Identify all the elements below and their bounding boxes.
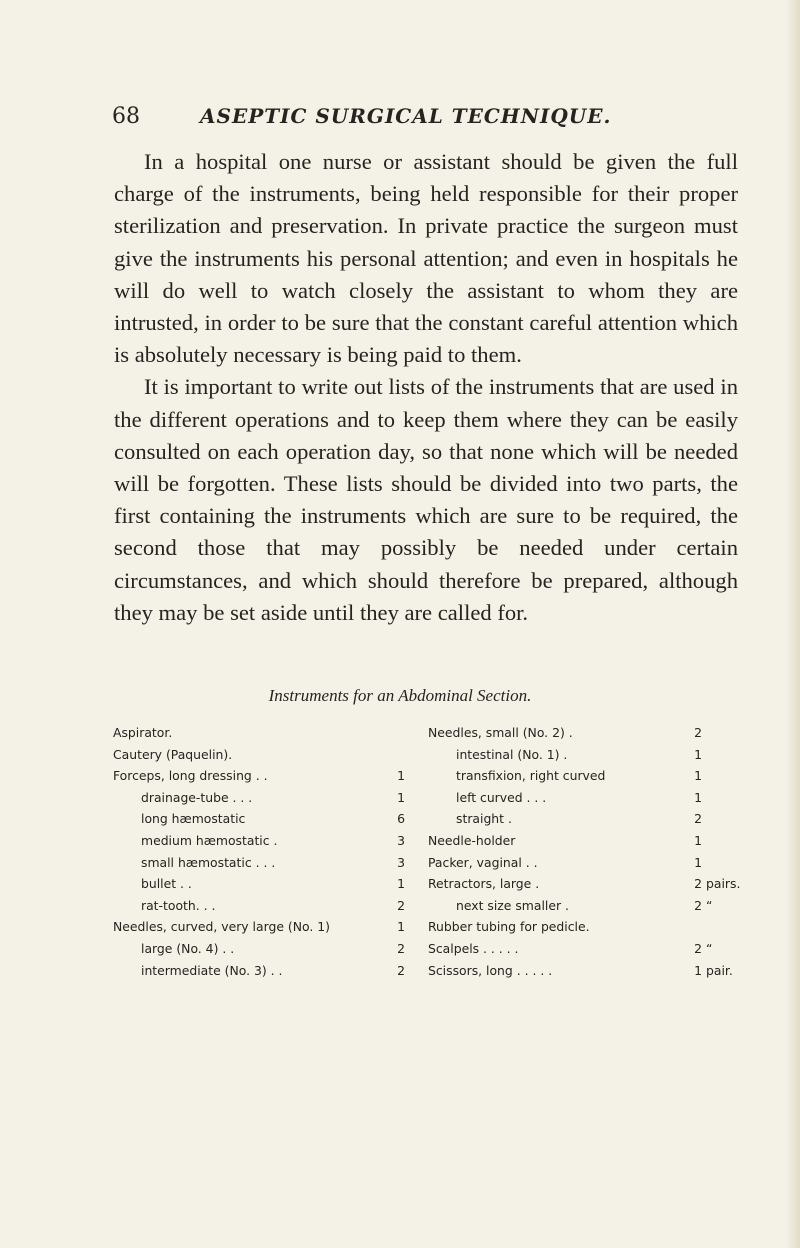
item-label: Aspirator. — [113, 725, 173, 740]
item-quantity: 1 — [397, 789, 405, 805]
item-quantity: 2 — [397, 897, 405, 913]
item-unit: pairs. — [706, 876, 741, 892]
item-label: Rubber tubing for pedicle. — [428, 919, 590, 935]
page-header — [112, 104, 752, 134]
list-item — [113, 744, 405, 766]
item-label: large (No. 4) . . — [141, 940, 235, 956]
list-item — [113, 873, 405, 895]
list-item — [428, 787, 728, 809]
list-item — [428, 722, 728, 744]
paragraph: In a hospital one nurse or assistant should be given the full charge of the instruments, being held responsible for their proper sterilization and preservation. In private practice the surgeon must give the instruments his personal attention; and even in hospitals he will do well to watch closely the assistant to whom they are intrusted, in order to be sure that the constant careful attention which is absolutely necessary is being paid to them. — [114, 149, 738, 368]
item-label: Packer, vaginal . . — [428, 854, 538, 870]
list-item — [428, 916, 728, 938]
running-title: ASEPTIC SURGICAL TECHNIQUE. — [200, 104, 612, 128]
item-label: Scalpels . . . . . — [428, 940, 519, 956]
item-label: Cautery (Paquelin). — [113, 746, 233, 762]
item-quantity: 1 — [397, 919, 405, 935]
item-label: Needle-holder — [428, 832, 516, 848]
item-unit: “ — [706, 940, 713, 956]
item-quantity: 2 — [694, 725, 702, 740]
list-item — [428, 852, 728, 874]
paragraph: It is important to write out lists of the instruments that are used in the different operations and to keep them where they can be easily consulted on each operation day, so that none which will be needed will be forgotten. These lists should be divided into two parts, the first containing the instruments which are sure to be required, the second those that may possibly be needed under certain circumstances, and which should therefore be prepared, although they may be set aside until they are called for. — [114, 374, 738, 625]
list-item — [113, 830, 405, 852]
list-caption: Instruments for an Abdominal Section. — [268, 686, 532, 705]
item-label: medium hæmostatic . — [141, 832, 278, 848]
item-label: transfixion, right curved — [456, 768, 606, 784]
item-quantity: 1 — [397, 876, 405, 892]
item-label: bullet . . — [141, 876, 192, 892]
list-item — [113, 787, 405, 809]
item-label: left curved . . . — [456, 789, 547, 805]
list-item — [113, 916, 405, 938]
list-item — [113, 808, 405, 830]
item-label: long hæmostatic — [141, 811, 246, 827]
item-label: Needles, small (No. 2) . — [428, 725, 573, 740]
instrument-list-left — [113, 722, 405, 981]
item-label: drainage-tube . . . — [141, 789, 253, 805]
item-unit: pair. — [706, 962, 733, 978]
item-quantity: 2 — [397, 940, 405, 956]
item-quantity: 3 — [397, 832, 405, 848]
list-item — [428, 808, 728, 830]
list-item — [428, 895, 728, 917]
list-item — [428, 744, 728, 766]
item-quantity: 1 — [694, 789, 702, 805]
item-label: intestinal (No. 1) . — [456, 746, 568, 762]
list-item — [113, 722, 405, 744]
item-quantity: 2 — [397, 962, 405, 978]
item-quantity: 3 — [397, 854, 405, 870]
list-item — [113, 938, 405, 960]
item-label: Needles, curved, very large (No. 1) — [113, 919, 330, 935]
item-quantity: 2 — [694, 897, 702, 913]
item-quantity: 1 — [397, 768, 405, 784]
item-label: Retractors, large . — [428, 876, 540, 892]
item-label: Forceps, long dressing . . — [113, 768, 268, 784]
item-quantity: 2 — [694, 811, 702, 827]
page-edge-shadow — [786, 0, 800, 1248]
item-quantity: 1 — [694, 962, 702, 978]
item-quantity: 1 — [694, 832, 702, 848]
item-label: small hæmostatic . . . — [141, 854, 276, 870]
list-item — [428, 873, 741, 895]
list-item — [428, 830, 728, 852]
item-label: straight . — [456, 811, 512, 827]
list-item — [113, 895, 405, 917]
list-item — [428, 938, 728, 960]
item-quantity: 2 — [694, 940, 702, 956]
item-unit: “ — [706, 897, 713, 913]
list-item — [113, 960, 405, 982]
list-item — [428, 765, 728, 787]
item-quantity: 2 — [694, 876, 702, 892]
page-number: 68 — [112, 104, 140, 129]
item-quantity: 1 — [694, 768, 702, 784]
item-label: next size smaller . — [456, 897, 569, 913]
item-quantity: 1 — [694, 854, 702, 870]
list-item — [428, 960, 733, 982]
item-quantity: 1 — [694, 746, 702, 762]
item-label: intermediate (No. 3) . . — [141, 962, 283, 978]
item-label: rat-tooth. . . — [141, 897, 216, 913]
instrument-list-right — [428, 722, 741, 981]
body-text — [114, 146, 738, 629]
list-item — [113, 852, 405, 874]
list-item — [113, 765, 405, 787]
item-quantity: 6 — [397, 811, 405, 827]
item-label: Scissors, long . . . . . — [428, 962, 553, 978]
